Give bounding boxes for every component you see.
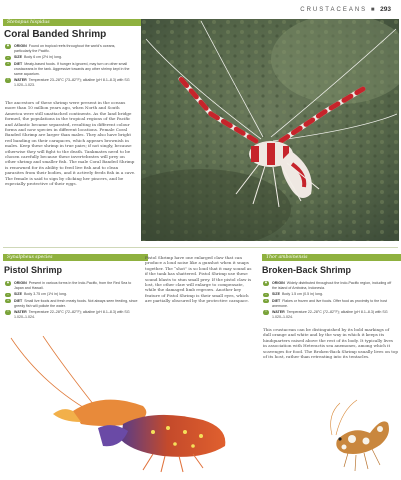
size-icon: ↔ [264,292,268,296]
fact-size: ↔ SIZE Body 3.75 cm (1½ in) long. [6,292,67,297]
fact-size: ↔ SIZE Body 1.5 cm (0.5 in) long. [264,292,323,297]
diet-icon: ♦ [5,62,11,66]
water-icon: ≈ [5,310,11,314]
species-title: Pistol Shrimp [4,265,63,275]
species-title: Coral Banded Shrimp [4,29,107,40]
species-latin-band: Stenopus hispidus [3,19,151,26]
fact-origin: ◉ ORIGIN Present in various forms in the Indo-Pacific, from the Red Sea to Japan and Hawaii. [6,281,132,291]
species-description: Pistol Shrimp have one enlarged claw that can produce a loud noise like a gunshot when it snaps together. The “shot” is so loud that it may sound as if the tank has shattered. Pistol Shrimp use these sound blasts to stun small prey. If the pistol claw is lost, the other claw will enlarge to compensate, while the damaged limb regrows. Another key feature of Pistol Shrimp is their small eyes, which are partially obscured by the protective carapace. [145,255,252,304]
size-icon: ↔ [6,55,10,59]
fact-water: ≈ WATER Temperature 23–28°C (73–82°F); alkaline (pH 8.1–8.3) with SG 1.020–1.023. [5,78,133,88]
section-divider [3,247,398,248]
water-icon: ≈ [5,78,11,82]
origin-icon: ◉ [264,281,268,285]
species-latin-band: Synalpheus species [3,254,148,261]
origin-icon: ◉ [6,44,10,48]
fact-list [5,44,133,90]
fact-list [263,281,397,321]
diet-icon: ♦ [5,299,11,303]
size-icon: ↔ [6,292,10,296]
fact-origin: ◉ ORIGIN Found on tropical reefs throughout the world's oceans, particularly the Pacific. [6,44,116,54]
fact-size: ↔ SIZE Body 6 cm (2½ in) long. [6,55,62,60]
fact-diet: ♦ DIET Small live foods and fresh meaty foods. Not always seen feeding, since greedy fish will pollute the water. [5,299,140,309]
diet-icon: ♦ [263,299,269,303]
page-number: 293 [380,6,391,13]
fact-diet: ♦ DIET Meaty-based foods. If hunger is ignored, may turn on other small crustaceans in the tank. Aggressive towards any other shrimp kept in the same aquarium. [5,62,133,77]
section-title: CRUSTACEANS [300,7,368,13]
fact-origin: ◉ ORIGIN Widely distributed throughout the Indo-Pacific region, including off the island of Amboina, Indonesia. [264,281,392,291]
fact-water: ≈ WATER Temperature 22–28°C (72–82°F); alkaline (pH 8.1–8.3) with SG 1.020–1.024. [5,310,140,320]
species-latin-band: Thor amboinensis [262,254,401,261]
species-description: This crustacean can be distinguished by its bold markings of dull orange and white and by the way in which it keeps its hindquarters raised above the rest of its body. It typically lives in association with Heteractis sea anemones, among which it scavenges for food. The Broken-Back Shrimp usually lives on top of its host, rather than retreating into its tentacles. [263,327,398,360]
water-icon: ≈ [263,310,269,314]
coral-banded-shrimp-photo [141,19,399,241]
pistol-shrimp-photo [3,336,257,476]
species-title: Broken-Back Shrimp [262,265,352,275]
fact-list [5,281,140,321]
species-description: The ancestors of these shrimp were present in the oceans more than 10 million years ago, when North and South America were still unattached continents. As the land bridge formed, the populations in the tropical regions of the Pacific and Atlantic became separated, resulting in different colour forms and now species in different locations. Female Coral Banded Shrimp are larger than males. They also have bright red banding on their carapaces, which appears brownish in males. Keep these shrimp in true pairs; if not singly, because otherwise they will fight to the death. Tankmates need to be chosen carefully because these invertebrates will prey on other shrimp and smaller fish. The male Coral Banded Shrimp is renowned for its ability to feed live fish and to clean parasites from their bodies, and it actively feeds fish in a cave. The female is said to sign by clicking her pincers, and be especially protective of their eggs. [5,100,136,187]
page-bullet: ■ [370,7,381,13]
broken-back-shrimp-photo [322,395,397,477]
origin-icon: ◉ [6,281,10,285]
running-header [300,6,391,13]
fact-water: ≈ WATER Temperature 22–28°C (72–82°F); alkaline (pH 8.1–8.3) with SG 1.020–1.024. [263,310,397,320]
fact-diet: ♦ DIET Flakes or frozen and live foods. Offer food as proximity to the host anemone. [263,299,397,309]
